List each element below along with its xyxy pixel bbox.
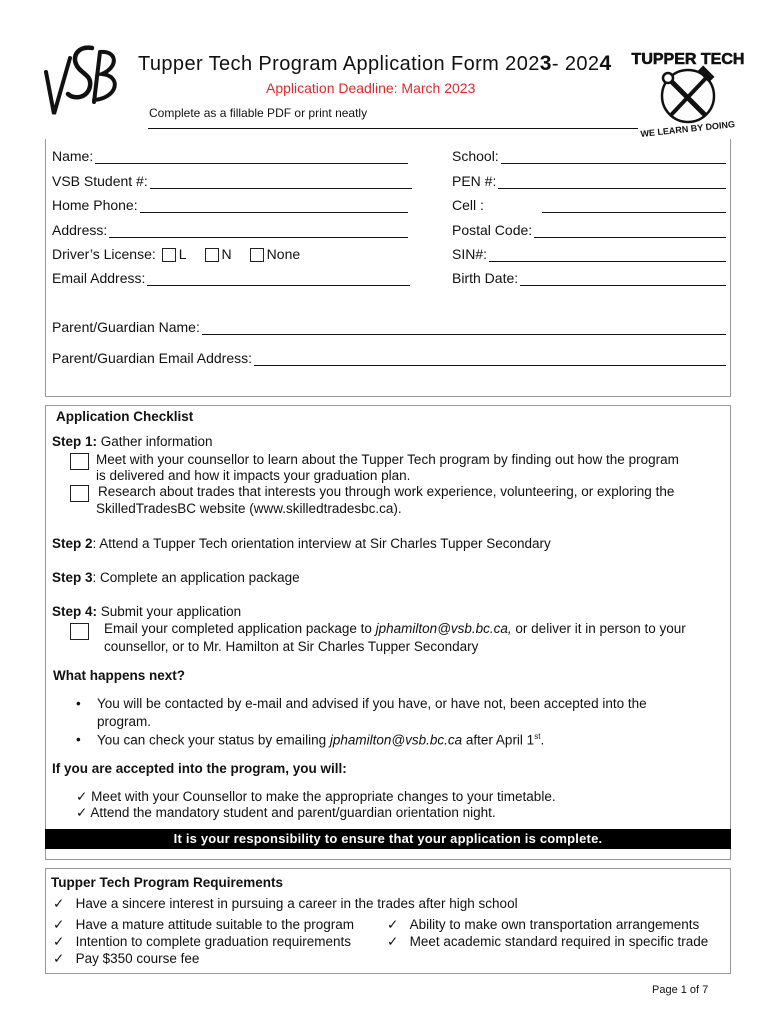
application-checklist [45, 405, 731, 860]
next-item1-line1: You will be contacted by e-mail and advised if you have, or have not, been accepted into the [97, 696, 647, 711]
student-info-section [45, 139, 731, 397]
program-requirements [45, 868, 731, 974]
vsb-logo-text: VSB [40, 40, 43, 41]
checkmark-icon: ✓ [53, 934, 65, 949]
license-none-checkbox[interactable] [250, 248, 264, 262]
tupper-logo-bottom-text: WE LEARN BY DOING [640, 119, 736, 139]
license-l-checkbox[interactable] [162, 248, 176, 262]
requirement-item: ✓ Have a sincere interest in pursuing a career in the trades after high school [53, 896, 518, 911]
next-item1-line2: program. [97, 714, 152, 729]
step4-item-line2: counsellor, or to Mr. Hamilton at Sir Charles Tupper Secondary [104, 639, 479, 654]
status-email-link[interactable]: jphamilton@vsb.bc.ca [329, 732, 463, 748]
accepted-item2: ✓ Attend the mandatory student and parent/guardian orientation night. [76, 805, 496, 820]
checklist-heading: Application Checklist [56, 409, 194, 424]
tupper-tech-logo [631, 40, 745, 140]
checkmark-icon: ✓ [387, 917, 399, 932]
bullet-icon: • [76, 696, 81, 711]
postal-code-field[interactable]: Postal Code: [452, 222, 726, 238]
step1-item1-line1: Meet with your counsellor to learn about the Tupper Tech program by finding out how the program [96, 452, 679, 467]
drivers-license-field: Driver’s License: L N None [52, 246, 301, 262]
tupper-logo-top-text: TUPPER TECH [631, 51, 745, 68]
step1-counsellor-checkbox[interactable] [70, 453, 89, 470]
address-field[interactable]: Address: [52, 222, 408, 238]
step-4: Step 4: Submit your application [52, 604, 242, 619]
accepted-heading: If you are accepted into the program, you will: [52, 761, 347, 776]
guardian-name-field[interactable]: Parent/Guardian Name: [52, 319, 726, 335]
step-1: Step 1: Gather information [52, 434, 213, 449]
home-phone-field[interactable]: Home Phone: [52, 197, 408, 213]
requirement-item: ✓ Ability to make own transportation arrangements [387, 917, 700, 932]
requirements-heading: Tupper Tech Program Requirements [51, 875, 284, 890]
next-heading: What happens next? [53, 668, 186, 683]
form-title: Tupper Tech Program Application Form 2023- 2024 [138, 52, 612, 75]
checkmark-icon: ✓ [53, 951, 65, 966]
contact-email-link[interactable]: jphamilton@vsb.bc.ca, [375, 621, 512, 636]
header-rule [148, 128, 638, 129]
student-number-field[interactable]: VSB Student #: [52, 173, 412, 189]
requirement-item: ✓ Intention to complete graduation requirements [53, 934, 351, 949]
application-deadline: Application Deadline: March 2023 [266, 80, 476, 96]
requirement-item: ✓ Pay $350 course fee [53, 951, 200, 966]
license-n-checkbox[interactable] [205, 248, 219, 262]
step-3: Step 3: Complete an application package [52, 570, 300, 585]
requirement-item: ✓ Have a mature attitude suitable to the program [53, 917, 354, 932]
page-number: Page 1 of 7 [652, 984, 709, 996]
step1-item2-line1: Research about trades that interests you through work experience, volunteering, or exploring the [98, 484, 675, 499]
step1-research-checkbox[interactable] [70, 485, 89, 502]
checkmark-icon: ✓ [53, 917, 65, 932]
checkmark-icon: ✓ [76, 789, 88, 804]
email-field[interactable]: Email Address: [52, 270, 410, 286]
step1-item1-line2: is delivered and how it impacts your graduation plan. [96, 468, 411, 483]
step-2: Step 2: Attend a Tupper Tech orientation interview at Sir Charles Tupper Secondary [52, 536, 551, 551]
accepted-item1: ✓ Meet with your Counsellor to make the appropriate changes to your timetable. [76, 789, 556, 804]
step1-item2-line2: SkilledTradesBC website (www.skilledtradesbc.ca). [96, 501, 402, 516]
fill-instructions: Complete as a fillable PDF or print neatly [149, 106, 368, 120]
pen-field[interactable]: PEN #: [452, 173, 726, 189]
bullet-icon: • [76, 732, 81, 747]
requirement-item: ✓ Meet academic standard required in specific trade [387, 934, 709, 949]
checkmark-icon: ✓ [387, 934, 399, 949]
next-item2: You can check your status by emailing jphamilton@vsb.bc.ca after April 1st. [97, 732, 545, 748]
cell-field[interactable]: Cell : [452, 197, 726, 213]
checkmark-icon: ✓ [76, 805, 88, 820]
name-field[interactable]: Name: [52, 148, 408, 164]
guardian-email-field[interactable]: Parent/Guardian Email Address: [52, 350, 726, 366]
checkmark-icon: ✓ [53, 896, 65, 911]
sin-field[interactable]: SIN#: [452, 246, 726, 262]
school-field[interactable]: School: [452, 148, 726, 164]
responsibility-banner: It is your responsibility to ensure that your application is complete. [45, 829, 731, 849]
step4-submit-checkbox[interactable] [70, 623, 89, 640]
step4-item-line1: Email your completed application package to jphamilton@vsb.bc.ca, or deliver it in person to your [104, 621, 686, 636]
birth-date-field[interactable]: Birth Date: [452, 270, 726, 286]
vsb-logo [40, 40, 122, 118]
